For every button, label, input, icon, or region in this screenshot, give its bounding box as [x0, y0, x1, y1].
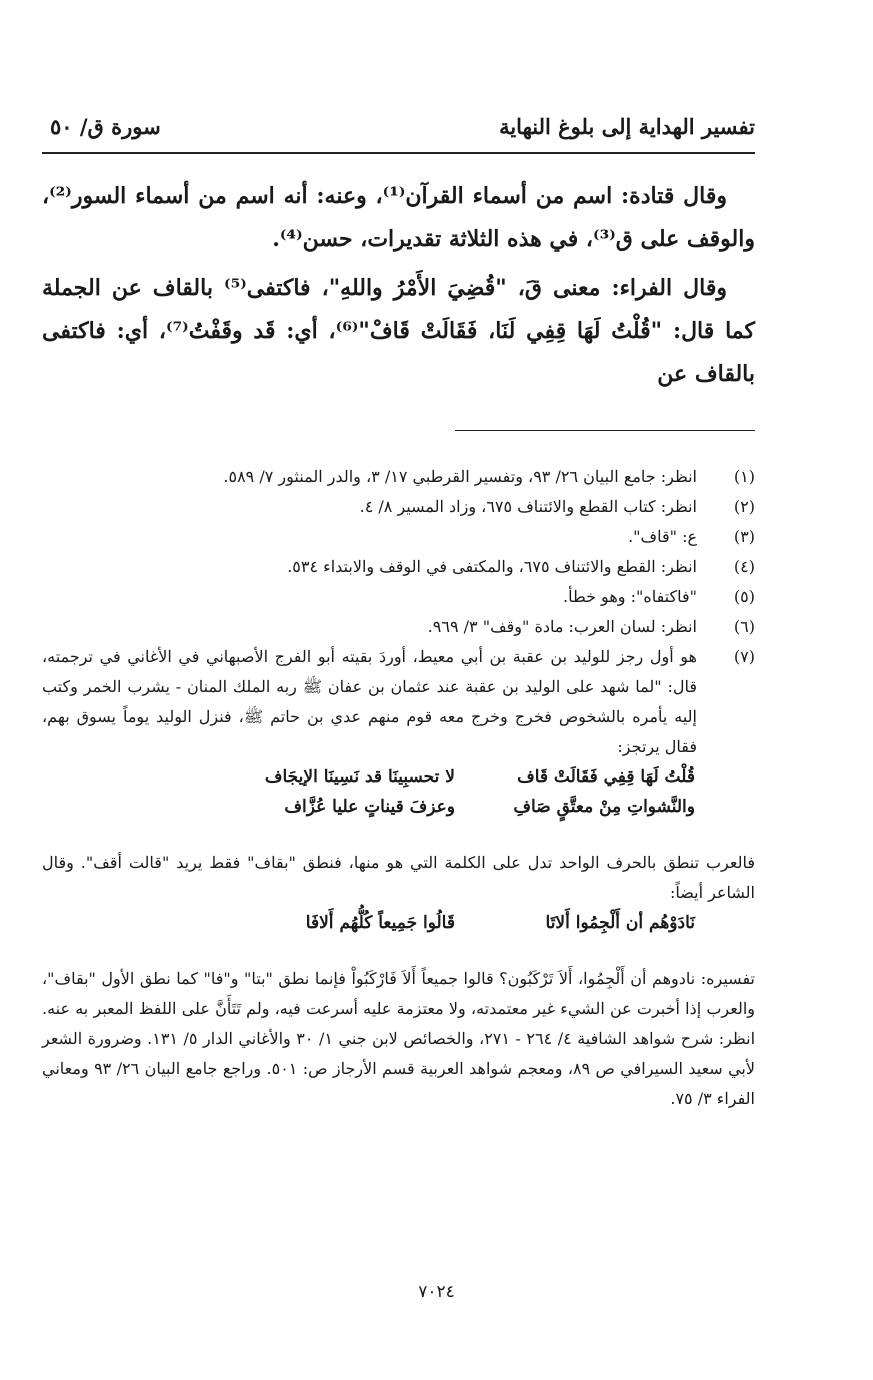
- poem-verse: [42, 908, 755, 938]
- footnote-text: "فاكتفاه": وهو خطأ.: [562, 587, 697, 606]
- footnote-text: انظر: لسان العرب: مادة "وقف" ٣/ ٩٦٩.: [427, 617, 697, 636]
- verse-hemistich: لا تحسبِينَا قد نَسِينَا الإيجَاف: [264, 767, 455, 787]
- footnote-number: (٦): [733, 617, 755, 636]
- footnote-separator: [455, 430, 755, 431]
- footnote: [42, 642, 755, 762]
- verse-hemistich: نَادَوْهُم أن أَلْجِمُوا أَلاتَا: [545, 913, 695, 933]
- footnote: [42, 492, 755, 522]
- footnote-text: ع: "قاف".: [628, 527, 697, 546]
- footnote-number: (٢): [733, 497, 755, 516]
- poem-verse: [42, 792, 755, 822]
- footnote-number: (٤): [733, 557, 755, 576]
- footnote-continuation: فالعرب تنطق بالحرف الواحد تدل على الكلمة التي هو منها، فنطق "بقاف" فقط يريد "قالت أقف". وقال الشاعر أيضاً:: [42, 853, 755, 902]
- footnote-number: (١): [733, 467, 755, 486]
- verse-hemistich: وعزفَ قيناتٍ عليا عُزَّاف: [284, 797, 455, 817]
- footnote-text: هو أول رجز للوليد بن عقبة بن أبي معيط، أوردَ بقيته أبو الفرج الأصبهاني في الأغاني في ترجمته، قال: "لما شهد على الوليد بن عقبة عند عثمان بن عفان ﷺ ربه الملك المنان - يشرب الخمر وكتب إليه يأمره بالشخوص فخرج وخرج معه قوم منهم عدي بن حاتم ﷺ، فنزل الوليد يوماً يسوق بهم، فقال يرتجز:: [42, 647, 697, 756]
- poem-verse: [42, 762, 755, 792]
- footnote: [42, 462, 755, 492]
- main-paragraph: وقال الفراء: معنى قَ، "قُضِيَ الأَمْرُ واللهِ"، فاكتفى⁽⁵⁾ بالقاف عن الجملة كما قال: "قُلْتُ لَهَا قِفِي لَنَا، فَقَالَتْ قَافْ"⁽⁶⁾، أي: قَد وقَفْتُ⁽⁷⁾، أي: فاكتفى بالقاف عن: [42, 275, 755, 387]
- footnote-number: (٧): [733, 647, 755, 666]
- header-rule: [42, 152, 755, 154]
- footnote: [42, 582, 755, 612]
- spacer: [42, 822, 755, 848]
- main-paragraph: وقال قتادة: اسم من أسماء القرآن⁽¹⁾، وعنه: أنه اسم من أسماء السور⁽²⁾، والوقف على ق⁽³⁾، في هذه الثلاثة تقديرات، حسن⁽⁴⁾.: [42, 183, 755, 252]
- book-title: تفسير الهداية إلى بلوغ النهاية: [499, 114, 755, 139]
- page-header: [42, 112, 755, 146]
- spacer: [42, 938, 755, 964]
- footnote-continuation: تفسيره: نادوهم أن أَلْجِمُوا، أَلاَ تَرْكَبُون؟ قالوا جميعاً أَلاَ فَارْكَبُواْ فإنما نطق "بتا" و"فا" كما نطق الأول "بقاف"، والعرب إذا أخبرت عن الشيء غير معتمدته، ولا معتزمة عليه أسرعت فيه، ولم تَتَأَنَّ على اللفظ المعبر به عنه. انظر: شرح شواهد الشافية ٤/ ٢٦٤ - ٢٧١، والخصائص لابن جني ١/ ٣٠ والأغاني الدار ٥/ ١٣١. وضرورة الشعر لأبي سعيد السيرافي ص ٨٩، ومعجم شواهد العربية قسم الأرجاز ص: ٥٠١. وراجع جامع البيان ٢٦/ ٩٣ ومعاني الفراء ٣/ ٧٥.: [42, 969, 756, 1108]
- footnote-text: انظر: جامع البيان ٢٦/ ٩٣، وتفسير القرطبي ١٧/ ٣، والدر المنثور ٧/ ٥٨٩.: [223, 467, 697, 486]
- footnote-number: (٥): [733, 587, 755, 606]
- footnote: [42, 612, 755, 642]
- footnotes: [42, 462, 755, 1114]
- footnote-text: انظر: القطع والائتناف ٦٧٥، والمكتفى في الوقف والابتداء ٥٣٤.: [287, 557, 697, 576]
- verse-hemistich: قُلْتُ لَهَا قِفِي فَقَالَتْ قَاف: [517, 767, 695, 787]
- footnote: [42, 552, 755, 582]
- surah-label: سورة ق/ ٥٠: [50, 114, 161, 139]
- footnote-number: (٣): [733, 527, 755, 546]
- verse-hemistich: والنَّشواتِ مِنْ معتَّقٍ صَافِ: [513, 797, 695, 817]
- verse-hemistich: قَالُوا جَمِيعاً كُلُّهُم أَلافَا: [305, 913, 455, 933]
- main-text: [42, 175, 755, 402]
- footnote: [42, 522, 755, 552]
- page-number: ٧٠٢٤: [418, 1282, 455, 1302]
- footnote-text: انظر: كتاب القطع والائتناف ٦٧٥، وزاد المسير ٨/ ٤.: [359, 497, 697, 516]
